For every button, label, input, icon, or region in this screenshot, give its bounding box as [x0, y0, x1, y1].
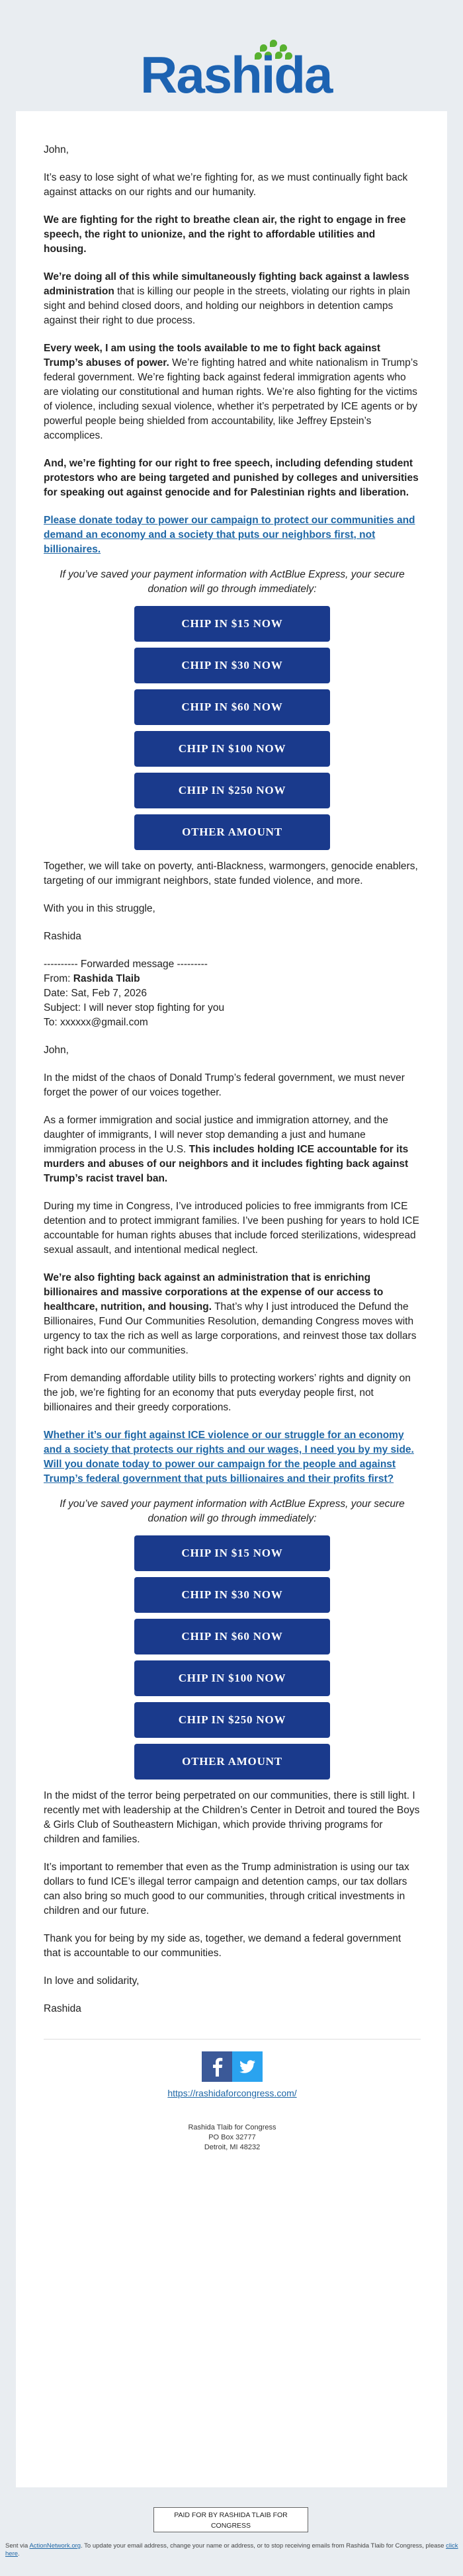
email-content [44, 143, 421, 2153]
address-line: Detroit, MI 48232 [204, 2143, 261, 2151]
paid-for-disclaimer: PAID FOR BY RASHIDA TLAIB FOR CONGRESS [153, 2507, 308, 2532]
paragraph: Together, we will take on poverty, anti-Blackness, warmongers, genocide enablers, targeting of our immigrant neighbors, state funded violence, and more. [44, 861, 418, 886]
twitter-icon[interactable] [232, 2051, 263, 2082]
bold-text: We’re doing all of this while simultaneously fighting back against a lawless administration [44, 271, 409, 297]
sender-name: Rashida Tlaib [73, 973, 140, 984]
email-header [0, 0, 463, 111]
forwarded-subject: Subject: I will never stop fighting for you [44, 1002, 225, 1013]
signoff: Rashida [44, 931, 81, 942]
paragraph: It’s easy to lose sight of what we’re fighting for, as we must continually fight back against attacks on our rights and our humanity. [44, 172, 408, 198]
greeting: John, [44, 1045, 69, 1056]
chip-in-30-button[interactable]: CHIP IN $30 NOW [134, 648, 330, 683]
chip-in-60-button[interactable]: CHIP IN $60 NOW [134, 1619, 330, 1654]
paragraph: In the midst of the chaos of Donald Trump’s federal government, we must never forget the power of our voices together. [44, 1072, 405, 1098]
paragraph [44, 1113, 421, 1186]
unsubscribe-link[interactable]: click here [5, 2542, 458, 2557]
mailing-address [44, 2123, 421, 2153]
address-line: Rashida Tlaib for Congress [188, 2124, 276, 2131]
text: We’re fighting hatred and white nationalism in Trump’s federal government. We’re fighting back against federal immigration agents who are violating our constitutional and human rights. We’re also fighting for the victims of violence, including sexual violence, whether it’s perpetrated by ICE agents or by powerful people being shielded from accountability, like Jeffrey Epstein’s accomplices. [44, 357, 418, 441]
logo-text: Rashida [140, 46, 332, 104]
label: From: [44, 973, 73, 984]
closing: With you in this struggle, [44, 903, 155, 914]
actionnetwork-link[interactable]: ActionNetwork.org [29, 2542, 81, 2550]
donate-link[interactable]: Please donate today to power our campaign to protect our communities and demand an economy and a society that puts our neighbors first, not billionaires. [44, 515, 415, 555]
bold-text: Every week, I am using the tools available to me to fight back against Trump’s abuses of power. [44, 343, 381, 368]
chip-in-15-button[interactable]: CHIP IN $15 NOW [134, 1535, 330, 1571]
actblue-note: If you’ve saved your payment information with ActBlue Express, your secure donation will go through immediately: [60, 569, 405, 595]
paragraph [44, 1271, 421, 1358]
paragraph [44, 213, 421, 257]
bold-text: And, we’re fighting for our right to free speech, including defending student protestors who are being targeted and punished by colleges and universities for speaking out against genocide and for Palestinian rights and liberation. [44, 458, 419, 498]
signoff: Rashida [44, 2003, 81, 2014]
address-line: PO Box 32777 [208, 2133, 256, 2141]
text: Sent via [5, 2542, 30, 2550]
forwarded-to: To: xxxxxx@gmail.com [44, 1017, 148, 1028]
donate-link[interactable]: Whether it’s our fight against ICE violence or our struggle for an economy and a society that protects our rights and our wages, I need you by my side. Will you donate today to power our campaign for the people and against Trump’s federal government that puts billionaires and their profits first? [44, 1430, 414, 1484]
text: That’s why I just introduced the Defund the Billionaires, Fund Our Communities Resolution, demanding Congress moves with urgency to tax the rich as well as large corporations, and reinvest those tax dollars right back into our communities. [44, 1301, 417, 1356]
unsubscribe-note [5, 2542, 462, 2558]
closing: In love and solidarity, [44, 1975, 140, 1987]
website-link[interactable]: https://rashidaforcongress.com/ [167, 2088, 297, 2098]
paragraph [44, 341, 421, 443]
chip-in-100-button[interactable]: CHIP IN $100 NOW [134, 1660, 330, 1696]
paragraph: During my time in Congress, I’ve introduced policies to free immigrants from ICE detention and to protect immigrant families. I’ve been pushing for years to hold ICE accountable for human rights abuses that include forced sterilizations, widespread sexual assault, and intentional medical neglect. [44, 1201, 419, 1256]
bold-text: We are fighting for the right to breathe clean air, the right to engage in free speech, the right to unionize, and the right to affordable utilities and housing. [44, 214, 406, 255]
donation-buttons [134, 1535, 330, 1780]
paragraph [44, 456, 421, 500]
text: . To update your email address, change your name or address, or to stop receiving emails from Rashida Tlaib for Congress, please [81, 2542, 446, 2550]
paragraph: Thank you for being by my side as, together, we demand a federal government that is accountable to our communities. [44, 1933, 401, 1959]
forwarded-from [44, 972, 421, 986]
bold-text: We’re also fighting back against an administration that is enriching billionaires and massive corporations at the expense of our access to healthcare, nutrition, and housing. [44, 1272, 384, 1312]
facebook-icon[interactable] [202, 2051, 232, 2082]
chip-in-30-button[interactable]: CHIP IN $30 NOW [134, 1577, 330, 1613]
chip-in-100-button[interactable]: CHIP IN $100 NOW [134, 731, 330, 767]
rashida-logo[interactable] [140, 37, 332, 104]
chip-in-250-button[interactable]: CHIP IN $250 NOW [134, 1702, 330, 1738]
text: As a former immigration and social justice and immigration attorney, and the daughter of immigrants, I will never stop demanding a just and humane immigration process in the U.S. [44, 1115, 388, 1155]
social-icons [202, 2051, 263, 2082]
email-body [16, 111, 447, 2487]
forwarded-header [44, 957, 421, 1030]
social-links [44, 2051, 421, 2082]
bold-text: This includes holding ICE accountable for its murders and abuses of our neighbors and it includes fighting back against Trump’s racist travel ban. [44, 1144, 409, 1184]
paragraph: From demanding affordable utility bills to protecting workers’ rights and dignity on the job, we’re fighting for an economy that puts everyday people first, not billionaires and their greedy corporations. [44, 1373, 411, 1413]
paragraph [44, 270, 421, 328]
chip-in-60-button[interactable]: CHIP IN $60 NOW [134, 689, 330, 725]
actblue-note: If you’ve saved your payment information with ActBlue Express, your secure donation will go through immediately: [60, 1498, 405, 1524]
chip-in-15-button[interactable]: CHIP IN $15 NOW [134, 606, 330, 642]
other-amount-button[interactable]: OTHER AMOUNT [134, 814, 330, 850]
paragraph: In the midst of the terror being perpetrated on our communities, there is still light. I recently met with leadership at the Children’s Center in Detroit and toured the Boys & Girls Club of Southeastern Michigan, which provide thriving programs for children and families. [44, 1790, 420, 1845]
forwarded-date: Date: Sat, Feb 7, 2026 [44, 988, 147, 999]
text: . [18, 2550, 20, 2557]
chip-in-250-button[interactable]: CHIP IN $250 NOW [134, 773, 330, 808]
forwarded-divider: ---------- Forwarded message --------- [44, 959, 208, 970]
greeting: John, [44, 144, 69, 155]
paragraph: It’s important to remember that even as the Trump administration is using our tax dollars to fund ICE’s illegal terror campaign and detention camps, our tax dollars can also bring so much good to our communities, through critical investments in children and our future. [44, 1862, 409, 1916]
other-amount-button[interactable]: OTHER AMOUNT [134, 1744, 330, 1780]
text: that is killing our people in the streets, violating our rights in plain sight and behind closed doors, and holding our neighbors in detention camps against their right to due process. [44, 286, 410, 326]
donation-buttons [134, 606, 330, 850]
